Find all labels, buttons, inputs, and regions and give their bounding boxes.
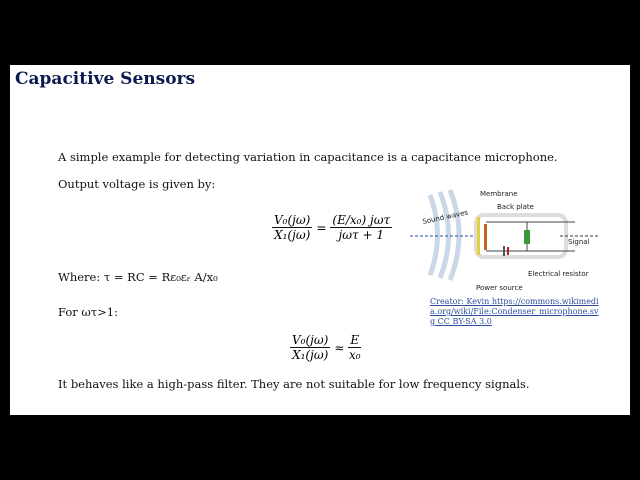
where-tau: Where: τ = RC = Rε₀εᵣ A/x₀ [58,270,218,284]
eq2-lhs-num: V₀(jω) [292,333,329,347]
image-credit-link[interactable]: Creator: Kevin https://commons.wikimedia.org/wiki/File:Condenser_microphone.svg CC BY-SA 3.0 [430,297,599,326]
equation-transfer [272,213,392,242]
eq2-rhs-den: x₀ [349,348,361,362]
microphone-diagram [400,180,600,295]
equation-approx [290,333,361,362]
eq1-lhs-den: X₁(jω) [274,228,311,242]
label-membrane: Membrane [480,190,518,198]
label-sound-waves: Sound waves [421,208,469,226]
label-signal: Signal [568,238,590,246]
slide [10,65,630,415]
eq1-rhs-num: (E/x₀) jωτ [332,213,391,227]
eq2-lhs-den: X₁(jω) [292,348,329,362]
eq1-rhs-den: jωτ + 1 [338,228,384,242]
slide-title: Capacitive Sensors [15,69,196,89]
approx-sign: ≈ [334,340,345,355]
paragraph-output: Output voltage is given by: [58,177,216,191]
label-resistor: Electrical resistor [528,270,589,278]
eq2-rhs-num: E [350,333,360,347]
label-power-source: Power source [476,284,523,292]
equals-sign: = [316,220,327,235]
condition: For ωτ>1: [58,305,118,319]
label-back-plate: Back plate [497,203,534,211]
paragraph-intro: A simple example for detecting variation in capacitance is a capacitance microphone. [58,150,558,164]
conclusion: It behaves like a high-pass filter. They are not suitable for low frequency signals. [58,377,530,391]
eq1-lhs-num: V₀(jω) [274,213,311,227]
